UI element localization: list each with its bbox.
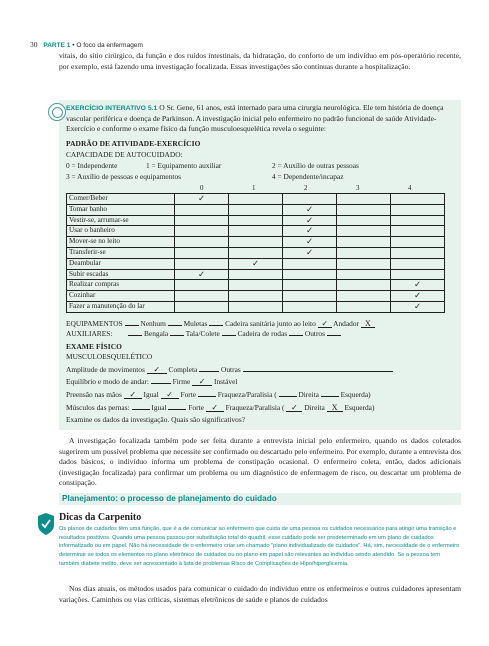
table-row <box>67 258 445 269</box>
activity-label: Fazer a manutenção do lar <box>67 301 175 312</box>
col-num-4: 4 <box>408 184 412 192</box>
planning-heading: Planejamento: o processo de planejamento do cuidado <box>62 494 277 503</box>
activity-label: Usar o banheiro <box>67 226 175 237</box>
musculoskeletal-label: MUSCULOESQUELÉTICO <box>66 352 153 361</box>
level-cell-4: ✓ <box>391 301 445 312</box>
level-cell-2 <box>283 194 337 205</box>
aids-line <box>66 328 341 338</box>
table-row <box>67 269 445 280</box>
activity-label: Deambular <box>67 258 175 269</box>
exercise-label: EXERCÍCIO INTERATIVO 5.1 <box>66 105 158 112</box>
level-cell-0 <box>175 247 229 258</box>
leg-muscles-line: Músculos das pernas: Igual Forte ✓ Fraqueza/Paralisia ( ✓ Direita X Esquerda) <box>66 403 375 412</box>
equipment-label: EQUIPAMENTOS <box>66 319 123 328</box>
level-cell-3 <box>337 247 391 258</box>
legend-1: 1 = Equipamento auxiliar <box>146 161 222 170</box>
level-cell-3 <box>337 204 391 215</box>
level-cell-4: ✓ <box>391 291 445 302</box>
table-row <box>67 194 445 205</box>
tips-title: Dicas da Carpenito <box>59 512 142 523</box>
activity-label: Subir escadas <box>67 269 175 280</box>
self-care-table <box>66 193 445 313</box>
gait-line: Equilíbrio e modo de andar: Firme ✓ Instável <box>66 377 238 386</box>
col-num-0: 0 <box>200 184 204 192</box>
activity-section-title: PADRÃO DE ATIVIDADE-EXERCÍCIO <box>66 139 201 148</box>
level-cell-2: ✓ <box>283 215 337 226</box>
level-cell-2: ✓ <box>283 204 337 215</box>
equipment-walker: Andador <box>333 319 359 328</box>
legend-2: 2 = Auxílio de outras pessoas <box>272 161 359 170</box>
level-cell-0 <box>175 258 229 269</box>
level-cell-4 <box>391 204 445 215</box>
focused-assessment-paragraph: A investigação focalizada também pode ser feita durante a entrevista inicial pelo enfermeiro, quando os dados coletados sugerirem um possível problema que necessite ser confirmado ou descartado pelo enfermeiro. Por exemplo, durante a entrevista dos dados básicos, o indivíduo informa um problema de constipação ocasional. O enfermeiro coleta, então, dados adicionais (investigação focalizada) para confirmar um problema ou um diagnóstico de enfermagem de risco, ou descartar um problema de constipação. <box>59 436 461 488</box>
level-cell-0 <box>175 226 229 237</box>
level-cell-3 <box>337 258 391 269</box>
range-of-motion-line: Amplitude de movimentos ✓ Completa Outras <box>66 364 393 374</box>
col-num-2: 2 <box>304 184 308 192</box>
hand-grip-line: Preensão nas mãos ✓ Igual ✓ Forte Fraqueza/Paralisia ( Direita Esquerda) <box>66 390 371 399</box>
exercise-question: Examine os dados da investigação. Quais são significativos? <box>66 415 245 424</box>
legend-0: 0 = Independente <box>66 161 118 170</box>
table-row <box>67 247 445 258</box>
level-cell-1 <box>229 301 283 312</box>
level-cell-0 <box>175 301 229 312</box>
level-cell-2: ✓ <box>283 237 337 248</box>
table-row <box>67 215 445 226</box>
self-care-label: CAPACIDADE DE AUTOCUIDADO: <box>66 150 183 159</box>
level-cell-2 <box>283 269 337 280</box>
level-cell-1 <box>229 291 283 302</box>
level-cell-1 <box>229 194 283 205</box>
level-cell-3 <box>337 301 391 312</box>
exercise-header <box>66 103 458 135</box>
level-cell-4 <box>391 215 445 226</box>
page-number: 30 <box>30 40 38 49</box>
col-num-3: 3 <box>356 184 360 192</box>
activity-label: Realizar compras <box>67 280 175 291</box>
level-cell-1: ✓ <box>229 258 283 269</box>
activity-label: Cozinhar <box>67 291 175 302</box>
level-cell-1 <box>229 226 283 237</box>
table-row <box>67 204 445 215</box>
level-cell-3 <box>337 291 391 302</box>
level-cell-2: ✓ <box>283 247 337 258</box>
equipment-walker-mark: X <box>361 320 375 328</box>
level-cell-3 <box>337 237 391 248</box>
activity-label: Comer/Beber <box>67 194 175 205</box>
level-cell-4 <box>391 258 445 269</box>
level-cell-2 <box>283 258 337 269</box>
level-cell-4 <box>391 237 445 248</box>
exercise-prompt: O Sr. Gene, 61 anos, está internado para uma cirurgia neurológica. Ele tem história de doença vascular periférica e doença de Parkinson. A investigação inicial pelo enfermeiro no padrão funcional de saúde Atividade-Exercício e conforme o exame físico da função musculoesquelética revela o seguinte: <box>66 103 444 134</box>
physical-exam-title: EXAME FÍSICO <box>66 342 123 351</box>
level-cell-3 <box>337 194 391 205</box>
header-bullet: • <box>72 42 75 49</box>
level-cell-0 <box>175 280 229 291</box>
equipment-line <box>66 318 375 328</box>
level-cell-1 <box>229 237 283 248</box>
level-cell-3 <box>337 226 391 237</box>
aids-others: Outros <box>304 329 325 338</box>
aids-cane: Bengala <box>143 329 169 338</box>
level-cell-1 <box>229 280 283 291</box>
level-cell-4 <box>391 247 445 258</box>
tips-text: Os planos de cuidados têm uma função, que é a de comunicar ao enfermeiro que cuida de uma pessoa os cuidados necessários para atingir uma transição e resultados positivos. Quando uma pessoa passou por substituição total do quadril, esse cuidado pode ser predeterminado em um plano de cuidados informatizado ou em papel. Não há necessidade de o enfermeiro criar um chamado "plano individualizado de cuidados". Há, sim, necessidade de o enfermeiro determinar se todos os elementos no plano eletrônico de cuidados ou no plano em papel são relevantes ao indivíduo sendo atendido. Se a pessoa tem também diabete melito, deve ser acrescentado à lista de problemas Risco de Complicações de Hipo/hiperglicemia. <box>59 526 460 567</box>
equipment-none: Nenhum <box>140 319 166 328</box>
level-cell-4: ✓ <box>391 280 445 291</box>
level-cell-1 <box>229 204 283 215</box>
equipment-crutches: Muletas <box>183 319 208 328</box>
carpenito-tips-icon <box>36 512 56 536</box>
legend-4: 4 = Dependente/incapaz <box>272 172 344 181</box>
aids-wheelchair: Cadeira de rodas <box>237 329 288 338</box>
level-cell-0 <box>175 291 229 302</box>
level-cell-0 <box>175 204 229 215</box>
activity-label: Vestir-se, arrumar-se <box>67 215 175 226</box>
activity-label: Tomar banho <box>67 204 175 215</box>
level-cell-0 <box>175 237 229 248</box>
running-header <box>30 40 143 49</box>
aids-label: AUXILIARES: <box>66 329 113 338</box>
table-row <box>67 280 445 291</box>
table-row <box>67 226 445 237</box>
activity-label: Transferir-se <box>67 247 175 258</box>
legend-3: 3 = Auxílio de pessoas e equipamentos <box>66 172 182 181</box>
aids-brace: Tala/Colete <box>185 329 220 338</box>
level-cell-0: ✓ <box>175 269 229 280</box>
level-cell-4 <box>391 226 445 237</box>
table-row <box>67 301 445 312</box>
level-cell-3 <box>337 269 391 280</box>
chapter-title: O foco da enfermagem <box>76 42 143 49</box>
part-label: PARTE 1 <box>43 42 71 49</box>
level-cell-2 <box>283 301 337 312</box>
col-num-1: 1 <box>252 184 256 192</box>
table-row <box>67 291 445 302</box>
level-cell-4 <box>391 194 445 205</box>
level-cell-0 <box>175 215 229 226</box>
level-cell-1 <box>229 247 283 258</box>
level-cell-0: ✓ <box>175 194 229 205</box>
interactive-exercise-icon <box>48 103 66 121</box>
equipment-commode-mark: ✓ <box>318 320 332 328</box>
level-cell-1 <box>229 269 283 280</box>
level-cell-3 <box>337 215 391 226</box>
level-cell-2: ✓ <box>283 226 337 237</box>
level-cell-2 <box>283 280 337 291</box>
level-cell-1 <box>229 215 283 226</box>
level-cell-2 <box>283 291 337 302</box>
table-row <box>67 237 445 248</box>
closing-paragraph: Nos dias atuais, os métodos usados para comunicar o cuidado do indivíduo entre os enfermeiros e outros cuidadores apresentam variações. Caminhos ou vias críticas, sistemas eletrônicos de saúde e planos de cuidados <box>59 584 461 604</box>
intro-paragraph: vitais, do sítio cirúrgico, da função e dos ruídos intestinais, da hidratação, do conforto de um indivíduo em pós-operatório recente, por exemplo, está fazendo uma investigação focalizada. Essas investigações são contínuas durante a hospitalização. <box>59 51 461 71</box>
level-cell-4 <box>391 269 445 280</box>
activity-label: Mover-se no leito <box>67 237 175 248</box>
equipment-commode: Cadeira sanitária junto ao leito <box>225 319 316 328</box>
level-cell-3 <box>337 280 391 291</box>
